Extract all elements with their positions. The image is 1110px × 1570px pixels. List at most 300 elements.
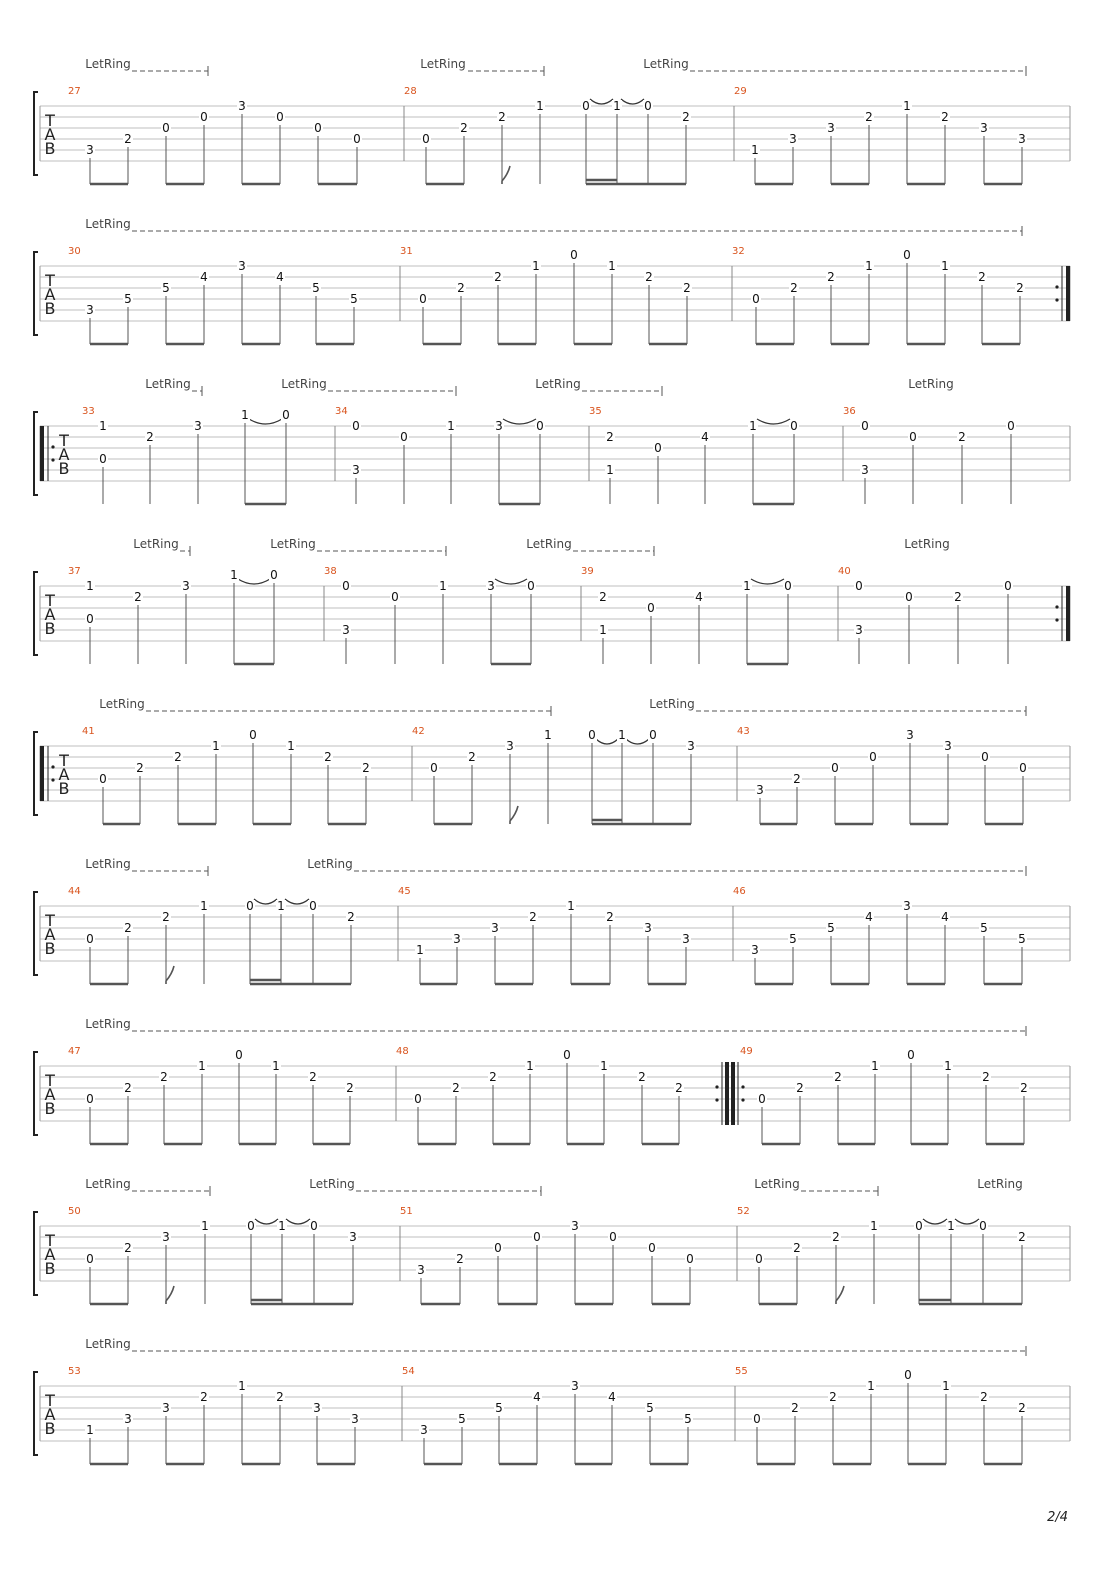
- fret-number: 3: [682, 932, 690, 946]
- note-tie: [621, 99, 644, 104]
- fret-number: 1: [287, 739, 295, 753]
- fret-number: 1: [198, 1059, 206, 1073]
- fret-number: 2: [346, 1081, 354, 1095]
- fret-number: 2: [978, 270, 986, 284]
- measure-number: 30: [68, 246, 81, 257]
- repeat-dot: [1055, 618, 1058, 621]
- tab-clef-letter: A: [44, 1405, 56, 1424]
- fret-number: 0: [282, 408, 290, 422]
- fret-number: 0: [903, 248, 911, 262]
- fret-number: 1: [942, 1379, 950, 1393]
- repeat-start-thick: [40, 746, 44, 801]
- fret-number: 3: [944, 739, 952, 753]
- measure-number: 50: [68, 1206, 81, 1217]
- fret-number: 4: [695, 590, 703, 604]
- fret-number: 2: [982, 1070, 990, 1084]
- fret-number: 1: [567, 899, 575, 913]
- let-ring-label: LetRing: [85, 1337, 131, 1351]
- note-tie: [286, 1219, 310, 1224]
- fret-number: 0: [86, 1092, 94, 1106]
- measure-number: 55: [735, 1366, 748, 1377]
- measure-number: 43: [737, 726, 750, 737]
- repeat-dot: [1055, 298, 1058, 301]
- measure-number: 49: [740, 1046, 753, 1057]
- measure-number: 38: [324, 566, 337, 577]
- repeat-dot: [741, 1098, 744, 1101]
- tab-clef-letter: T: [45, 271, 55, 290]
- fret-number: 0: [200, 110, 208, 124]
- let-ring-label: LetRing: [85, 1017, 131, 1031]
- fret-number: 5: [646, 1401, 654, 1415]
- fret-number: 3: [1018, 132, 1026, 146]
- let-ring-label: LetRing: [85, 857, 131, 871]
- fret-number: 3: [906, 728, 914, 742]
- fret-number: 3: [86, 303, 94, 317]
- fret-number: 2: [309, 1070, 317, 1084]
- fret-number: 0: [235, 1048, 243, 1062]
- fret-number: 0: [752, 292, 760, 306]
- fret-number: 3: [861, 463, 869, 477]
- fret-number: 2: [638, 1070, 646, 1084]
- fret-number: 0: [979, 1219, 987, 1233]
- fret-number: 5: [124, 292, 132, 306]
- measure-number: 33: [82, 406, 95, 417]
- tab-clef-letter: B: [58, 459, 70, 478]
- fret-number: 0: [249, 728, 257, 742]
- tab-clef-letter: B: [44, 1259, 56, 1278]
- fret-number: 3: [687, 739, 695, 753]
- tab-clef-letter: T: [45, 591, 55, 610]
- let-ring-label: LetRing: [977, 1177, 1023, 1191]
- fret-number: 1: [277, 899, 285, 913]
- fret-number: 1: [613, 99, 621, 113]
- fret-number: 3: [495, 419, 503, 433]
- fret-number: 0: [430, 761, 438, 775]
- fret-number: 1: [618, 728, 626, 742]
- fret-number: 0: [784, 579, 792, 593]
- fret-number: 0: [686, 1252, 694, 1266]
- fret-number: 0: [904, 1368, 912, 1382]
- fret-number: 1: [86, 1423, 94, 1437]
- fret-number: 2: [675, 1081, 683, 1095]
- fret-number: 1: [201, 1219, 209, 1233]
- measure-number: 54: [402, 1366, 415, 1377]
- fret-number: 3: [182, 579, 190, 593]
- fret-number: 0: [309, 899, 317, 913]
- fret-number: 2: [452, 1081, 460, 1095]
- fret-number: 0: [310, 1219, 318, 1233]
- repeat-end-thick: [1066, 266, 1070, 321]
- fret-number: 2: [324, 750, 332, 764]
- fret-number: 3: [194, 419, 202, 433]
- fret-number: 0: [533, 1230, 541, 1244]
- note-tie: [590, 99, 613, 104]
- fret-number: 2: [645, 270, 653, 284]
- fret-number: 2: [457, 281, 465, 295]
- note-tie: [285, 899, 309, 904]
- fret-number: 2: [980, 1390, 988, 1404]
- tab-clef-letter: A: [44, 605, 56, 624]
- measure-number: 41: [82, 726, 95, 737]
- let-ring-label: LetRing: [85, 217, 131, 231]
- system-brace: [34, 572, 38, 655]
- fret-number: 1: [447, 419, 455, 433]
- fret-number: 1: [272, 1059, 280, 1073]
- repeat-start-thick: [40, 426, 44, 481]
- let-ring-label: LetRing: [908, 377, 954, 391]
- fret-number: 1: [526, 1059, 534, 1073]
- fret-number: 0: [270, 568, 278, 582]
- fret-number: 1: [751, 143, 759, 157]
- fret-number: 5: [827, 921, 835, 935]
- note-tie: [757, 419, 790, 424]
- fret-number: 1: [532, 259, 540, 273]
- fret-number: 3: [313, 1401, 321, 1415]
- fret-number: 1: [867, 1379, 875, 1393]
- fret-number: 1: [439, 579, 447, 593]
- measure-number: 53: [68, 1366, 81, 1377]
- fret-number: 2: [174, 750, 182, 764]
- let-ring-label: LetRing: [133, 537, 179, 551]
- note-tie: [503, 419, 536, 424]
- fret-number: 0: [855, 579, 863, 593]
- fret-number: 2: [276, 1390, 284, 1404]
- fret-number: 0: [609, 1230, 617, 1244]
- fret-number: 0: [162, 121, 170, 135]
- fret-number: 1: [241, 408, 249, 422]
- repeat-dot: [51, 765, 54, 768]
- fret-number: 3: [352, 463, 360, 477]
- fret-number: 0: [494, 1241, 502, 1255]
- fret-number: 1: [544, 728, 552, 742]
- let-ring-label: LetRing: [309, 1177, 355, 1191]
- fret-number: 4: [865, 910, 873, 924]
- page-number: 2/4: [1047, 1510, 1068, 1525]
- fret-number: 1: [212, 739, 220, 753]
- fret-number: 3: [417, 1263, 425, 1277]
- measure-number: 34: [335, 406, 348, 417]
- measure-number: 29: [734, 86, 747, 97]
- fret-number: 2: [456, 1252, 464, 1266]
- note-flag: [502, 166, 510, 184]
- fret-number: 1: [941, 259, 949, 273]
- fret-number: 2: [1018, 1230, 1026, 1244]
- repeat-dot: [51, 458, 54, 461]
- fret-number: 2: [941, 110, 949, 124]
- system-brace: [34, 1052, 38, 1135]
- let-ring-label: LetRing: [99, 697, 145, 711]
- fret-number: 2: [791, 1401, 799, 1415]
- fret-number: 0: [588, 728, 596, 742]
- tab-clef-letter: A: [44, 125, 56, 144]
- fret-number: 0: [981, 750, 989, 764]
- fret-number: 0: [644, 99, 652, 113]
- fret-number: 3: [571, 1219, 579, 1233]
- fret-number: 1: [416, 943, 424, 957]
- fret-number: 0: [353, 132, 361, 146]
- fret-number: 1: [743, 579, 751, 593]
- fret-number: 4: [200, 270, 208, 284]
- tab-clef-letter: T: [45, 111, 55, 130]
- tab-clef-letter: T: [45, 1231, 55, 1250]
- tab-clef-letter: B: [44, 139, 56, 158]
- note-flag: [166, 1286, 174, 1304]
- fret-number: 0: [86, 612, 94, 626]
- fret-number: 3: [644, 921, 652, 935]
- fret-number: 0: [582, 99, 590, 113]
- fret-number: 3: [855, 623, 863, 637]
- fret-number: 2: [160, 1070, 168, 1084]
- fret-number: 1: [200, 899, 208, 913]
- note-tie: [751, 579, 784, 584]
- fret-number: 2: [1018, 1401, 1026, 1415]
- tab-clef-letter: B: [44, 619, 56, 638]
- fret-number: 0: [246, 899, 254, 913]
- repeat-end-thick: [1066, 586, 1070, 641]
- let-ring-label: LetRing: [85, 57, 131, 71]
- fret-number: 3: [571, 1379, 579, 1393]
- fret-number: 2: [834, 1070, 842, 1084]
- repeat-dot: [715, 1098, 718, 1101]
- measure-number: 39: [581, 566, 594, 577]
- fret-number: 2: [793, 1241, 801, 1255]
- measure-number: 52: [737, 1206, 750, 1217]
- fret-number: 4: [533, 1390, 541, 1404]
- fret-number: 0: [314, 121, 322, 135]
- fret-number: 0: [342, 579, 350, 593]
- fret-number: 3: [789, 132, 797, 146]
- measure-number: 40: [838, 566, 851, 577]
- fret-number: 0: [570, 248, 578, 262]
- system-brace: [34, 892, 38, 975]
- measure-number: 31: [400, 246, 413, 257]
- note-tie: [249, 419, 282, 424]
- fret-number: 3: [903, 899, 911, 913]
- fret-number: 2: [827, 270, 835, 284]
- tab-clef-letter: T: [59, 431, 69, 450]
- tab-clef-letter: B: [44, 1099, 56, 1118]
- fret-number: 1: [903, 99, 911, 113]
- fret-number: 0: [536, 419, 544, 433]
- fret-number: 2: [494, 270, 502, 284]
- fret-number: 3: [162, 1401, 170, 1415]
- tab-clef-letter: B: [44, 299, 56, 318]
- measure-number: 42: [412, 726, 425, 737]
- note-flag: [836, 1286, 844, 1304]
- fret-number: 0: [905, 590, 913, 604]
- fret-number: 2: [790, 281, 798, 295]
- note-tie: [495, 579, 527, 584]
- fret-number: 2: [200, 1390, 208, 1404]
- fret-number: 2: [958, 430, 966, 444]
- fret-number: 0: [414, 1092, 422, 1106]
- note-tie: [923, 1219, 947, 1224]
- note-tie: [238, 579, 270, 584]
- fret-number: 1: [278, 1219, 286, 1233]
- fret-number: 5: [684, 1412, 692, 1426]
- fret-number: 0: [1004, 579, 1012, 593]
- note-tie: [955, 1219, 979, 1224]
- measure-number: 37: [68, 566, 81, 577]
- fret-number: 0: [649, 728, 657, 742]
- fret-number: 4: [608, 1390, 616, 1404]
- let-ring-label: LetRing: [904, 537, 950, 551]
- fret-number: 2: [162, 910, 170, 924]
- note-flag: [166, 966, 174, 984]
- measure-number: 48: [396, 1046, 409, 1057]
- repeat-mid-thick: [731, 1062, 735, 1125]
- fret-number: 2: [865, 110, 873, 124]
- note-tie: [626, 739, 649, 744]
- fret-number: 5: [789, 932, 797, 946]
- fret-number: 2: [124, 1081, 132, 1095]
- fret-number: 0: [647, 601, 655, 615]
- fret-number: 0: [352, 419, 360, 433]
- fret-number: 2: [468, 750, 476, 764]
- fret-number: 3: [827, 121, 835, 135]
- fret-number: 2: [793, 772, 801, 786]
- fret-number: 1: [238, 1379, 246, 1393]
- fret-number: 0: [1007, 419, 1015, 433]
- fret-number: 0: [907, 1048, 915, 1062]
- tab-clef-letter: A: [44, 1085, 56, 1104]
- fret-number: 0: [563, 1048, 571, 1062]
- fret-number: 0: [869, 750, 877, 764]
- fret-number: 1: [86, 579, 94, 593]
- fret-number: 3: [349, 1230, 357, 1244]
- fret-number: 1: [947, 1219, 955, 1233]
- fret-number: 0: [915, 1219, 923, 1233]
- fret-number: 2: [606, 430, 614, 444]
- fret-number: 3: [453, 932, 461, 946]
- fret-number: 2: [347, 910, 355, 924]
- let-ring-label: LetRing: [270, 537, 316, 551]
- fret-number: 1: [606, 463, 614, 477]
- fret-number: 2: [529, 910, 537, 924]
- repeat-dot: [1055, 605, 1058, 608]
- fret-number: 3: [342, 623, 350, 637]
- fret-number: 3: [238, 259, 246, 273]
- measure-number: 36: [843, 406, 856, 417]
- let-ring-label: LetRing: [754, 1177, 800, 1191]
- fret-number: 1: [99, 419, 107, 433]
- fret-number: 0: [99, 772, 107, 786]
- fret-number: 0: [648, 1241, 656, 1255]
- fret-number: 0: [758, 1092, 766, 1106]
- fret-number: 3: [351, 1412, 359, 1426]
- measure-number: 35: [589, 406, 602, 417]
- tab-clef-letter: T: [45, 1391, 55, 1410]
- fret-number: 2: [124, 132, 132, 146]
- fret-number: 2: [134, 590, 142, 604]
- let-ring-label: LetRing: [526, 537, 572, 551]
- fret-number: 2: [498, 110, 506, 124]
- let-ring-label: LetRing: [307, 857, 353, 871]
- tab-clef-letter: A: [44, 925, 56, 944]
- tab-clef-letter: A: [58, 765, 70, 784]
- fret-number: 3: [86, 143, 94, 157]
- fret-number: 2: [1016, 281, 1024, 295]
- repeat-dot: [1055, 285, 1058, 288]
- let-ring-label: LetRing: [643, 57, 689, 71]
- measure-number: 32: [732, 246, 745, 257]
- fret-number: 3: [756, 783, 764, 797]
- fret-number: 3: [506, 739, 514, 753]
- fret-number: 2: [954, 590, 962, 604]
- fret-number: 2: [136, 761, 144, 775]
- repeat-dot: [51, 445, 54, 448]
- measure-number: 44: [68, 886, 81, 897]
- tab-clef-letter: A: [58, 445, 70, 464]
- fret-number: 0: [276, 110, 284, 124]
- tab-clef-letter: B: [44, 1419, 56, 1438]
- fret-number: 2: [796, 1081, 804, 1095]
- fret-number: 0: [247, 1219, 255, 1233]
- fret-number: 0: [391, 590, 399, 604]
- repeat-dot: [715, 1085, 718, 1088]
- fret-number: 2: [124, 921, 132, 935]
- fret-number: 1: [870, 1219, 878, 1233]
- fret-number: 1: [871, 1059, 879, 1073]
- measure-number: 46: [733, 886, 746, 897]
- fret-number: 0: [790, 419, 798, 433]
- measure-number: 51: [400, 1206, 413, 1217]
- fret-number: 3: [751, 943, 759, 957]
- fret-number: 4: [276, 270, 284, 284]
- tab-clef-letter: T: [59, 751, 69, 770]
- fret-number: 4: [941, 910, 949, 924]
- measure-number: 27: [68, 86, 81, 97]
- fret-number: 5: [1018, 932, 1026, 946]
- system-brace: [34, 412, 38, 495]
- fret-number: 0: [422, 132, 430, 146]
- fret-number: 2: [829, 1390, 837, 1404]
- fret-number: 3: [487, 579, 495, 593]
- fret-number: 5: [350, 292, 358, 306]
- fret-number: 5: [495, 1401, 503, 1415]
- measure-number: 45: [398, 886, 411, 897]
- repeat-dot: [741, 1085, 744, 1088]
- note-tie: [596, 739, 618, 744]
- fret-number: 0: [753, 1412, 761, 1426]
- fret-number: 3: [162, 1230, 170, 1244]
- fret-number: 0: [400, 430, 408, 444]
- let-ring-label: LetRing: [85, 1177, 131, 1191]
- fret-number: 3: [980, 121, 988, 135]
- note-tie: [255, 1219, 278, 1224]
- tab-clef-letter: T: [45, 1071, 55, 1090]
- system-brace: [34, 92, 38, 175]
- fret-number: 0: [909, 430, 917, 444]
- fret-number: 2: [362, 761, 370, 775]
- fret-number: 5: [162, 281, 170, 295]
- fret-number: 0: [86, 1252, 94, 1266]
- tab-clef-letter: A: [44, 1245, 56, 1264]
- tab-clef-letter: T: [45, 911, 55, 930]
- fret-number: 1: [600, 1059, 608, 1073]
- repeat-mid-thick: [725, 1062, 729, 1125]
- fret-number: 0: [831, 761, 839, 775]
- tab-clef-letter: B: [58, 779, 70, 798]
- measure-number: 28: [404, 86, 417, 97]
- fret-number: 5: [458, 1412, 466, 1426]
- fret-number: 0: [86, 932, 94, 946]
- fret-number: 5: [980, 921, 988, 935]
- fret-number: 2: [682, 110, 690, 124]
- fret-number: 1: [536, 99, 544, 113]
- let-ring-label: LetRing: [281, 377, 327, 391]
- fret-number: 0: [755, 1252, 763, 1266]
